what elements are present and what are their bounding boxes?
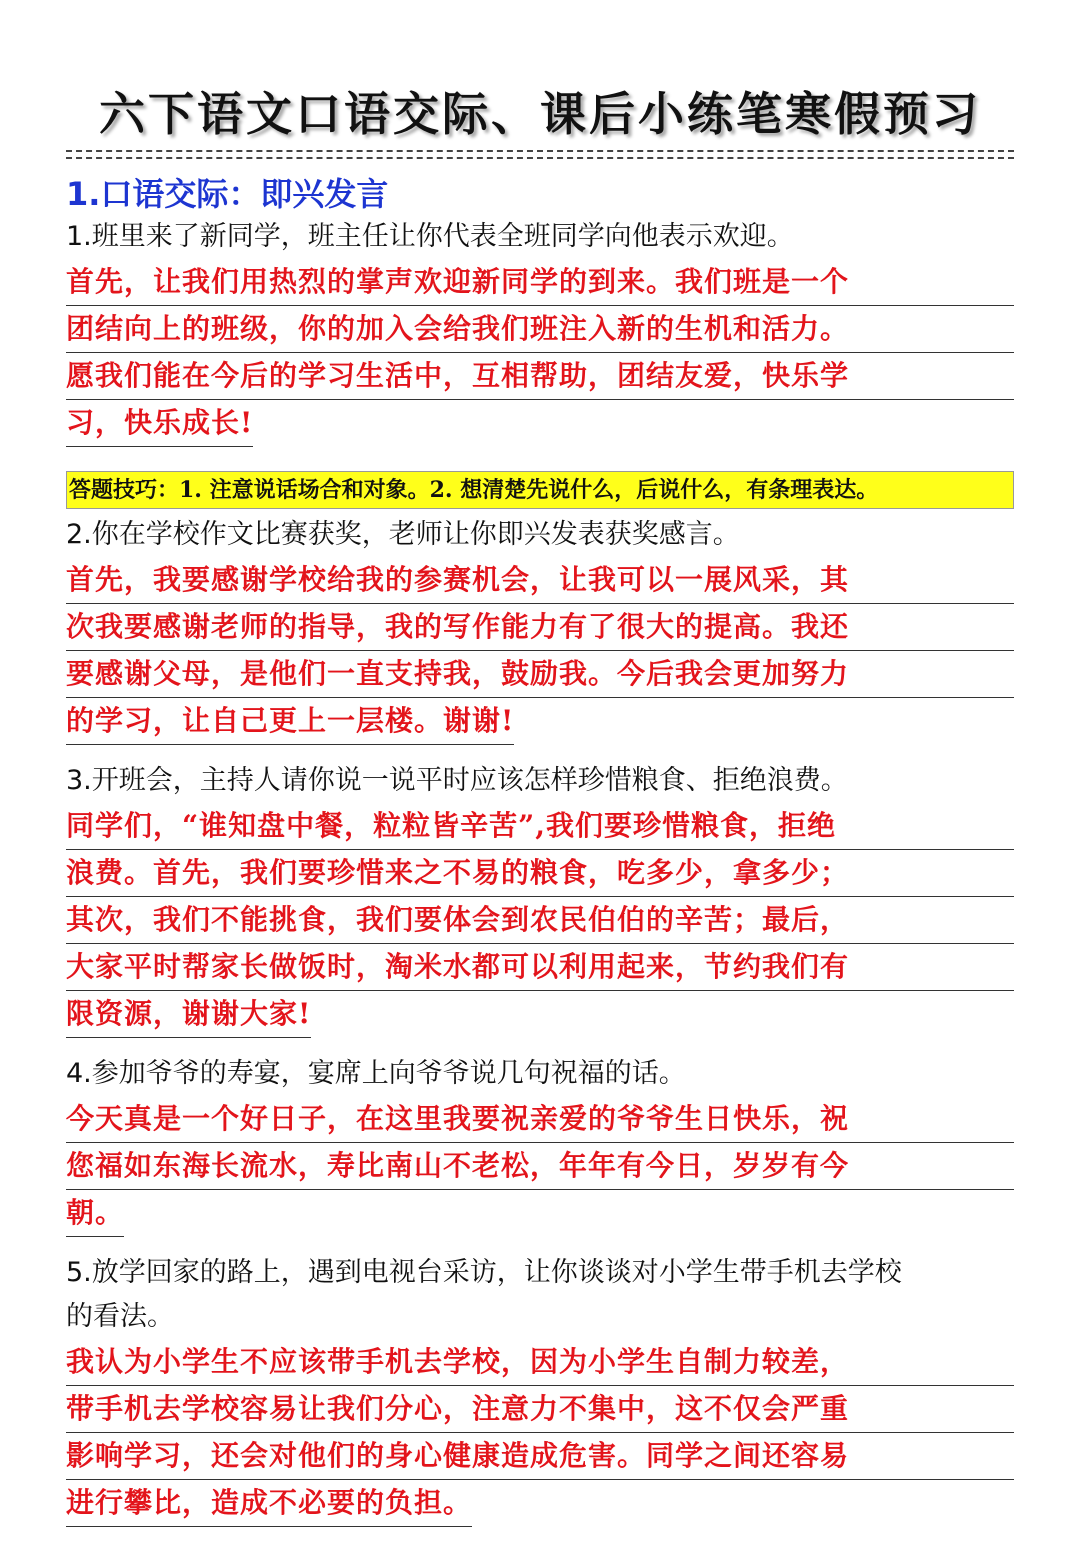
question-item-3: [66, 759, 1014, 1052]
answer-tip-box: 答题技巧：1. 注意说话场合和对象。2. 想清楚先说什么，后说什么，有条理表达。: [66, 471, 1014, 509]
page-title: 六下语文口语交际、课后小练笔寒假预习: [99, 87, 981, 141]
answer-line: 的学习，让自己更上一层楼。谢谢!: [66, 698, 514, 745]
answer-line: 次我要感谢老师的指导，我的写作能力有了很大的提高。我还: [66, 604, 1014, 651]
section-title: 1.口语交际：即兴发言: [66, 175, 389, 213]
dashed-divider: [66, 150, 1014, 159]
answer-line: 习，快乐成长!: [66, 400, 253, 447]
question-text: 4.参加爷爷的寿宴，宴席上向爷爷说几句祝福的话。: [66, 1058, 686, 1089]
answer-line: 愿我们能在今后的学习生活中，互相帮助，团结友爱，快乐学: [66, 353, 1014, 400]
answer-line: 今天真是一个好日子，在这里我要祝亲爱的爷爷生日快乐，祝: [66, 1096, 1014, 1143]
answer-line: 朝。: [66, 1190, 124, 1237]
question-item-4: [66, 1052, 1014, 1251]
answer-text: [66, 1096, 1014, 1251]
question-item-5: [66, 1251, 1014, 1541]
question-text: 2.你在学校作文比赛获奖，老师让你即兴发表获奖感言。: [66, 519, 740, 550]
document-page: [66, 0, 1014, 1541]
answer-line: 浪费。首先，我们要珍惜来之不易的粮食，吃多少，拿多少；: [66, 850, 1014, 897]
answer-line: 带手机去学校容易让我们分心，注意力不集中，这不仅会严重: [66, 1386, 1014, 1433]
answer-line: 您福如东海长流水，寿比南山不老松，年年有今日，岁岁有今: [66, 1143, 1014, 1190]
answer-line: 大家平时帮家长做饭时，淘米水都可以利用起来，节约我们有: [66, 944, 1014, 991]
answer-text: [66, 259, 1014, 461]
answer-line: 我认为小学生不应该带手机去学校，因为小学生自制力较差，: [66, 1339, 1014, 1386]
answer-line: 同学们，“谁知盘中餐，粒粒皆辛苦”,我们要珍惜粮食，拒绝: [66, 803, 1014, 850]
answer-text: [66, 803, 1014, 1052]
answer-line: 其次，我们不能挑食，我们要体会到农民伯伯的辛苦；最后，: [66, 897, 1014, 944]
answer-line: 首先，让我们用热烈的掌声欢迎新同学的到来。我们班是一个: [66, 259, 1014, 306]
answer-line: 要感谢父母，是他们一直支持我，鼓励我。今后我会更加努力: [66, 651, 1014, 698]
answer-line: 影响学习，还会对他们的身心健康造成危害。同学之间还容易: [66, 1433, 1014, 1480]
question-text: 5.放学回家的路上，遇到电视台采访，让你谈谈对小学生带手机去学校: [66, 1257, 902, 1288]
answer-text: [66, 557, 1014, 759]
question-item-2: [66, 513, 1014, 759]
answer-line: 首先，我要感谢学校给我的参赛机会，让我可以一展风采，其: [66, 557, 1014, 604]
answer-line: 进行攀比，造成不必要的负担。: [66, 1480, 472, 1527]
answer-text: [66, 1339, 1014, 1541]
question-text: 的看法。: [66, 1301, 174, 1332]
answer-line: 团结向上的班级，你的加入会给我们班注入新的生机和活力。: [66, 306, 1014, 353]
question-text: 1.班里来了新同学，班主任让你代表全班同学向他表示欢迎。: [66, 221, 794, 252]
question-item-1: [66, 215, 1014, 461]
question-text: 3.开班会，主持人请你说一说平时应该怎样珍惜粮食、拒绝浪费。: [66, 765, 848, 796]
answer-line: 限资源，谢谢大家!: [66, 991, 311, 1038]
